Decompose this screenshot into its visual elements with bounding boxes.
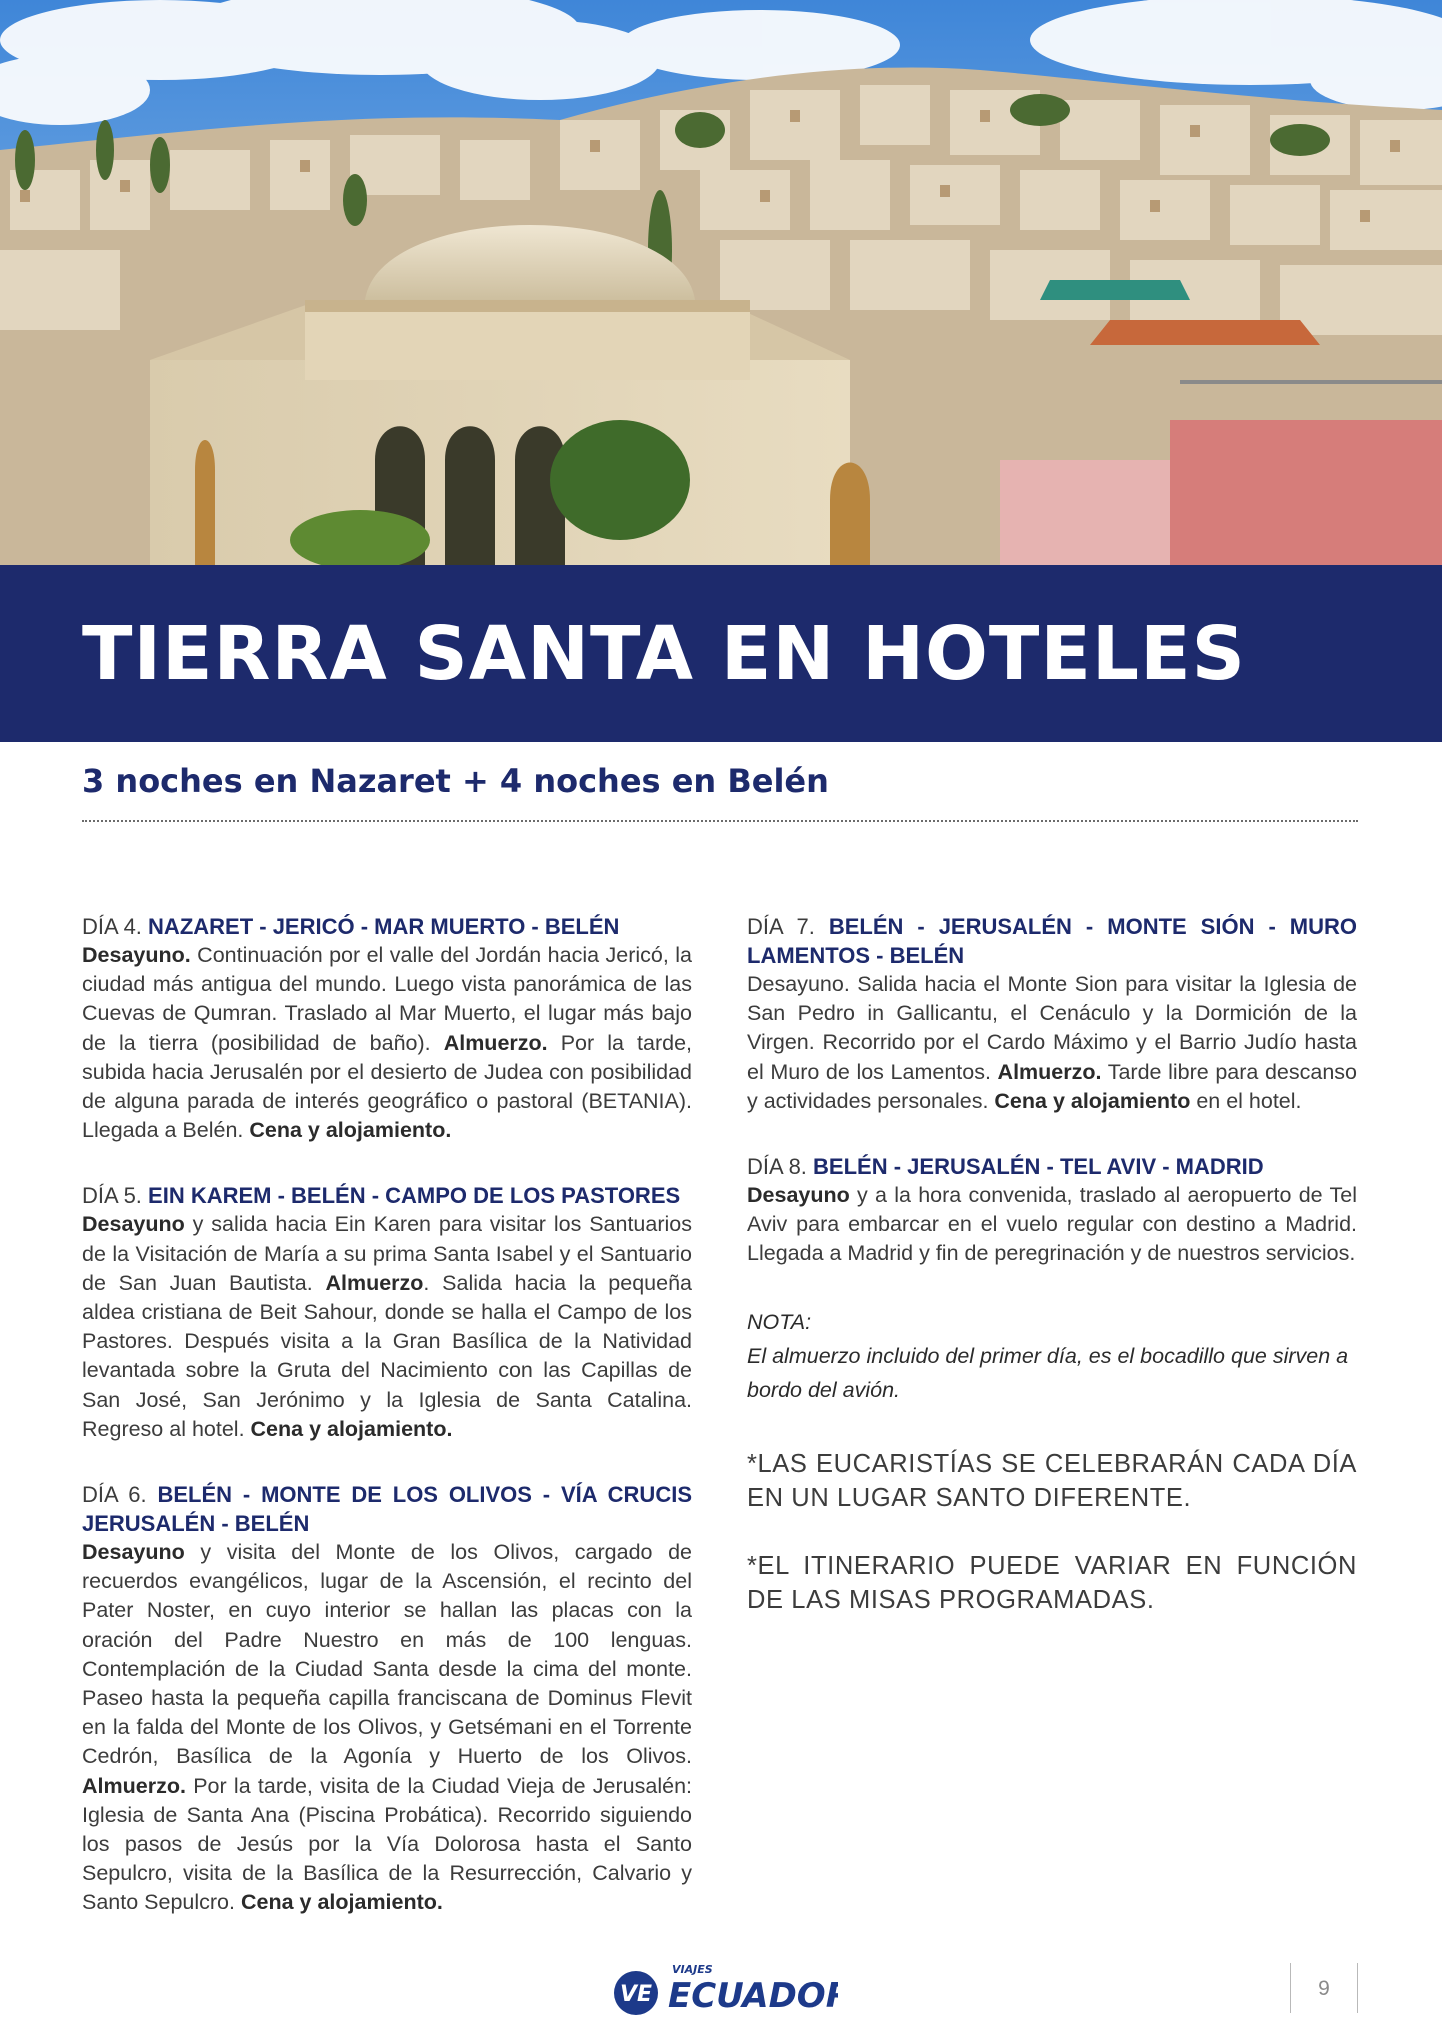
meal-bold: Almuerzo. — [443, 1030, 548, 1055]
text-segment: Por la tarde, visita de la Ciudad Vieja de Jerusalén: Iglesia de Santa Ana (Piscina Probática). Recorrido siguiendo los pasos de Jesús por la Vía Dolorosa hasta el Santo Sepulcro, visita de la Basílica de la Resurrección, Calvario y Santo Sepulcro. — [82, 1773, 692, 1915]
meal-bold: Desayuno — [82, 1540, 185, 1565]
dotted-divider — [82, 820, 1358, 822]
page-number: 9 — [1318, 1977, 1330, 2000]
meal-bold: Cena y alojamiento — [994, 1088, 1191, 1113]
day-5-section — [82, 1181, 692, 1444]
eucharist-notice: *LAS EUCARISTÍAS SE CELEBRARÁN CADA DÍA EN UN LUGAR SANTO DIFERENTE. — [747, 1449, 1357, 1512]
text-segment: en el hotel. — [1190, 1088, 1302, 1113]
meal-bold: Almuerzo. — [82, 1773, 186, 1798]
day-description — [747, 970, 1357, 1116]
meal-bold: Cena y alojamiento. — [240, 1890, 443, 1915]
hero-photo-nazareth — [0, 0, 1442, 565]
day-description — [747, 1181, 1357, 1269]
note-block — [747, 1305, 1357, 1407]
day-description — [82, 941, 692, 1145]
day-route: NAZARET - JERICÓ - MAR MUERTO - BELÉN — [148, 914, 620, 939]
day-route: BELÉN - JERUSALÉN - TEL AVIV - MADRID — [813, 1154, 1264, 1180]
day-8-section — [747, 1152, 1357, 1269]
text-segment: y salida hacia Ein Karen para visitar los Santuarios de la Visitación de María a su prima Santa Isabel y el Santuario de San Juan Bautista. — [82, 1212, 692, 1295]
text-segment: y visita del Monte de los Olivos, cargado de recuerdos evangélicos, lugar de la Ascensión, el recinto del Pater Noster, en cuyo interior se hallan las placas con la oración del Padre Nuestro en más de 100 lenguas. Contemplación de la Ciudad Santa desde la cima del monte. Paseo hasta la pequeña capilla franciscana de Dominus Flevit en la falda del Monte de los Olivos, y Getsémani en el Torrente Cedrón, Basílica de la Agonía y Huerto de los Olivos. — [82, 1540, 692, 1769]
day-number: DÍA 5. — [82, 1183, 142, 1209]
meal-bold: Almuerzo — [325, 1270, 424, 1295]
title-band — [0, 565, 1442, 742]
day-description — [82, 1538, 692, 1918]
day-heading — [82, 1480, 692, 1538]
day-route: EIN KAREM - BELÉN - CAMPO DE LOS PASTORES — [148, 1183, 681, 1209]
day-heading — [82, 912, 692, 941]
text-segment: Desayuno. Salida hacia el Monte Sion para visitar la Iglesia de San Pedro in Gallicantu, el Cenáculo y la Dormición de la Virgen. Recorrido por el Cardo Máximo y el Barrio Judío hasta el Muro de los Lamentos. — [747, 972, 1357, 1084]
text-segment: Continuación por el valle del Jordán hacia Jericó, la ciudad más antigua del mundo. Luego vista panorámica de las Cuevas de Qumran. Traslado al Mar Muerto, el lugar más bajo de la tierra (posibilidad de baño). — [82, 943, 692, 1055]
meal-bold: Desayuno — [82, 1212, 185, 1237]
meal-bold: Desayuno. — [82, 943, 191, 967]
itinerary-change-notice: *EL ITINERARIO PUEDE VARIAR EN FUNCIÓN DE LAS MISAS PROGRAMADAS. — [747, 1551, 1357, 1614]
day-heading — [82, 1181, 692, 1210]
day-route: BELÉN - JERUSALÉN - MONTE SIÓN - MURO LAMENTOS - BELÉN — [747, 914, 1357, 968]
page-number-box — [1290, 1963, 1358, 2013]
day-number: DÍA 8. — [747, 1154, 807, 1180]
logo-wordmark: ECUADOR — [668, 1976, 838, 2016]
meal-bold: Cena y alojamiento. — [250, 1416, 453, 1441]
day-number: DÍA 6. — [82, 1482, 147, 1508]
day-4-section — [82, 912, 692, 1145]
day-number: DÍA 7. — [747, 914, 815, 939]
logo-small-text: VIAJES — [672, 1963, 713, 1976]
note-text: El almuerzo incluido del primer día, es el bocadillo que sirven a bordo del avión. — [747, 1343, 1349, 1402]
itinerary-left-column — [82, 912, 692, 1954]
meal-bold: Almuerzo. — [997, 1059, 1102, 1084]
note-label: NOTA: — [747, 1309, 812, 1334]
text-segment: Por la tarde, subida hacia Jerusalén por el desierto de Judea con posibilidad de alguna parada de interés geográfico o pastoral (BETANIA). Llegada a Belén. — [82, 1030, 693, 1143]
text-segment: y a la hora convenida, traslado al aeropuerto de Tel Aviv para embarcar en el vuelo regular con destino a Madrid. Llegada a Madrid y fin de peregrinación y de nuestros servicios. — [747, 1183, 1357, 1266]
day-heading — [747, 1152, 1357, 1181]
day-number: DÍA 4. — [82, 914, 142, 939]
day-7-section — [747, 912, 1357, 1116]
day-heading — [747, 912, 1357, 970]
day-description — [82, 1210, 692, 1444]
day-6-section — [82, 1480, 692, 1918]
viajes-ecuador-logo — [612, 1957, 838, 2017]
itinerary-right-column — [747, 912, 1357, 1651]
meal-bold: Cena y alojamiento. — [249, 1118, 452, 1143]
subtitle: 3 noches en Nazaret + 4 noches en Belén — [82, 762, 829, 800]
page-title: TIERRA SANTA EN HOTELES — [82, 611, 1246, 697]
text-segment: . Salida hacia la pequeña aldea cristiana de Beit Sahour, donde se halla el Campo de los Pastores. Después visita a la Gran Basílica de la Natividad levantada sobre la Gruta del Nacimiento con las Capillas de San José, San Jerónimo y la Iglesia de Santa Catalina. Regreso al hotel. — [82, 1270, 692, 1441]
logo-monogram: VE — [619, 1982, 653, 2007]
day-route: BELÉN - MONTE DE LOS OLIVOS - VÍA CRUCIS JERUSALÉN - BELÉN — [82, 1482, 692, 1537]
meal-bold: Desayuno — [747, 1183, 850, 1208]
text-segment: Tarde libre para descanso y actividades personales. — [747, 1059, 1357, 1113]
